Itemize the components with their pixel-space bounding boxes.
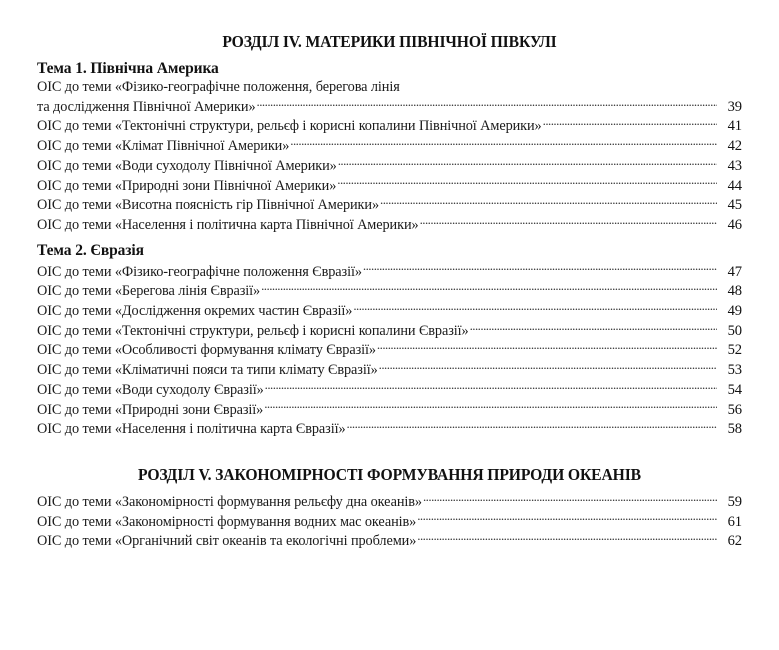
dot-leader: [338, 156, 717, 170]
toc-entry-page-number: 59: [727, 493, 742, 510]
toc-entry-label: ОІС до теми «Води суходолу Північної Америки»: [37, 157, 337, 174]
toc-entry-page-number: 47: [727, 263, 742, 280]
toc-entry-page-number: 56: [727, 401, 742, 418]
toc-entry-label: ОІС до теми «Висотна поясність гір Північної Америки»: [37, 197, 380, 214]
toc-entry-label: ОІС до теми «Клімат Північної Америки»: [37, 138, 290, 155]
toc-entry-label: ОІС до теми «Води суходолу Євразії»: [37, 381, 264, 398]
dot-leader: [423, 492, 717, 506]
toc-entry[interactable]: [37, 320, 742, 340]
toc-entry-page-number: 61: [727, 513, 742, 530]
dot-leader: [363, 261, 717, 275]
toc-entry-page-number: 46: [727, 216, 742, 233]
dot-leader: [290, 136, 717, 150]
toc-list-theme-2: [0, 261, 779, 438]
toc-entry[interactable]: [37, 116, 742, 136]
toc-entry-label: ОІС до теми «Фізико-географічне положення, берегова лінія: [37, 79, 400, 95]
toc-entry-label: ОІС до теми «Дослідження окремих частин Євразії»: [37, 303, 353, 320]
toc-entry-page-number: 48: [727, 283, 742, 300]
toc-list-theme-1: [0, 79, 779, 234]
toc-entry-page-number: 43: [727, 157, 742, 174]
toc-list-section-5: [0, 492, 779, 551]
toc-entry-label: ОІС до теми «Фізико-географічне положення Євразії»: [37, 263, 362, 280]
toc-entry-label: ОІС до теми «Тектонічні структури, рельєф і корисні копалини Євразії»: [37, 322, 469, 339]
toc-entry[interactable]: [37, 531, 742, 551]
dot-leader: [420, 215, 717, 229]
toc-entry-page-number: 52: [727, 342, 742, 359]
toc-entry[interactable]: [37, 175, 742, 195]
toc-entry-page-number: 41: [727, 118, 742, 135]
toc-entry-label: ОІС до теми «Населення і політична карта Північної Америки»: [37, 216, 419, 233]
toc-entry-page-number: 50: [727, 322, 742, 339]
dot-leader: [265, 380, 717, 394]
toc-entry[interactable]: [37, 492, 742, 512]
dot-leader: [337, 175, 717, 189]
toc-entry[interactable]: [37, 136, 742, 156]
theme-heading-2: Тема 2. Євразія: [37, 242, 144, 260]
toc-entry-page-number: 42: [727, 138, 742, 155]
toc-entry-page-number: 62: [727, 533, 742, 550]
toc-entry-label: ОІС до теми «Населення і політична карта Євразії»: [37, 421, 346, 438]
toc-entry[interactable]: [37, 79, 742, 116]
toc-entry-label: ОІС до теми «Особливості формування клімату Євразії»: [37, 342, 376, 359]
dot-leader: [257, 96, 717, 110]
dot-leader: [417, 531, 717, 545]
toc-entry[interactable]: [37, 195, 742, 215]
theme-heading-1: Тема 1. Північна Америка: [37, 60, 219, 77]
toc-entry[interactable]: [37, 399, 742, 419]
toc-entry-label: ОІС до теми «Закономірності формування рельєфу дна океанів»: [37, 493, 422, 510]
dot-leader: [543, 116, 717, 130]
dot-leader: [417, 511, 717, 525]
toc-entry-page-number: 45: [727, 197, 742, 214]
toc-entry-label: ОІС до теми «Берегова лінія Євразії»: [37, 283, 261, 300]
toc-entry-label: ОІС до теми «Природні зони Північної Америки»: [37, 177, 337, 194]
dot-leader: [347, 419, 717, 433]
toc-entry-label: ОІС до теми «Тектонічні структури, рельєф і корисні копалини Північної Америки»: [37, 118, 542, 135]
toc-entry-page-number: 39: [727, 98, 742, 115]
toc-entry[interactable]: [37, 511, 742, 531]
section-heading-roman-4: РОЗДІЛ IV. МАТЕРИКИ ПІВНІЧНОЇ ПІВКУЛІ: [222, 32, 557, 51]
section-heading-roman-5: РОЗДІЛ V. ЗАКОНОМІРНОСТІ ФОРМУВАННЯ ПРИРОДИ ОКЕАНІВ: [137, 464, 641, 484]
toc-entry-page-number: 49: [727, 303, 742, 320]
dot-leader: [377, 340, 717, 354]
toc-entry-label: ОІС до теми «Кліматичні пояси та типи клімату Євразії»: [37, 362, 378, 379]
dot-leader: [470, 320, 717, 334]
toc-entry-page-number: 53: [727, 362, 742, 379]
toc-entry[interactable]: [37, 360, 742, 380]
toc-entry[interactable]: [37, 215, 742, 235]
toc-entry-page-number: 44: [727, 177, 742, 194]
toc-entry[interactable]: [37, 301, 742, 321]
dot-leader: [380, 195, 717, 209]
toc-entry[interactable]: [37, 380, 742, 400]
toc-entry-label-continued: та дослідження Північної Америки»: [37, 98, 256, 115]
toc-entry[interactable]: [37, 419, 742, 439]
dot-leader: [379, 360, 717, 374]
dot-leader: [264, 399, 717, 413]
toc-entry[interactable]: [37, 281, 742, 301]
toc-entry-page-number: 54: [727, 381, 742, 398]
toc-entry[interactable]: [37, 156, 742, 176]
dot-leader: [353, 301, 717, 315]
toc-entry-page-number: 58: [727, 421, 742, 438]
toc-entry-label: ОІС до теми «Органічний світ океанів та екологічні проблеми»: [37, 533, 417, 550]
dot-leader: [261, 281, 717, 295]
toc-entry-label: ОІС до теми «Природні зони Євразії»: [37, 401, 264, 418]
toc-entry-label: ОІС до теми «Закономірності формування водних мас океанів»: [37, 513, 417, 530]
toc-entry[interactable]: [37, 261, 742, 281]
toc-entry[interactable]: [37, 340, 742, 360]
